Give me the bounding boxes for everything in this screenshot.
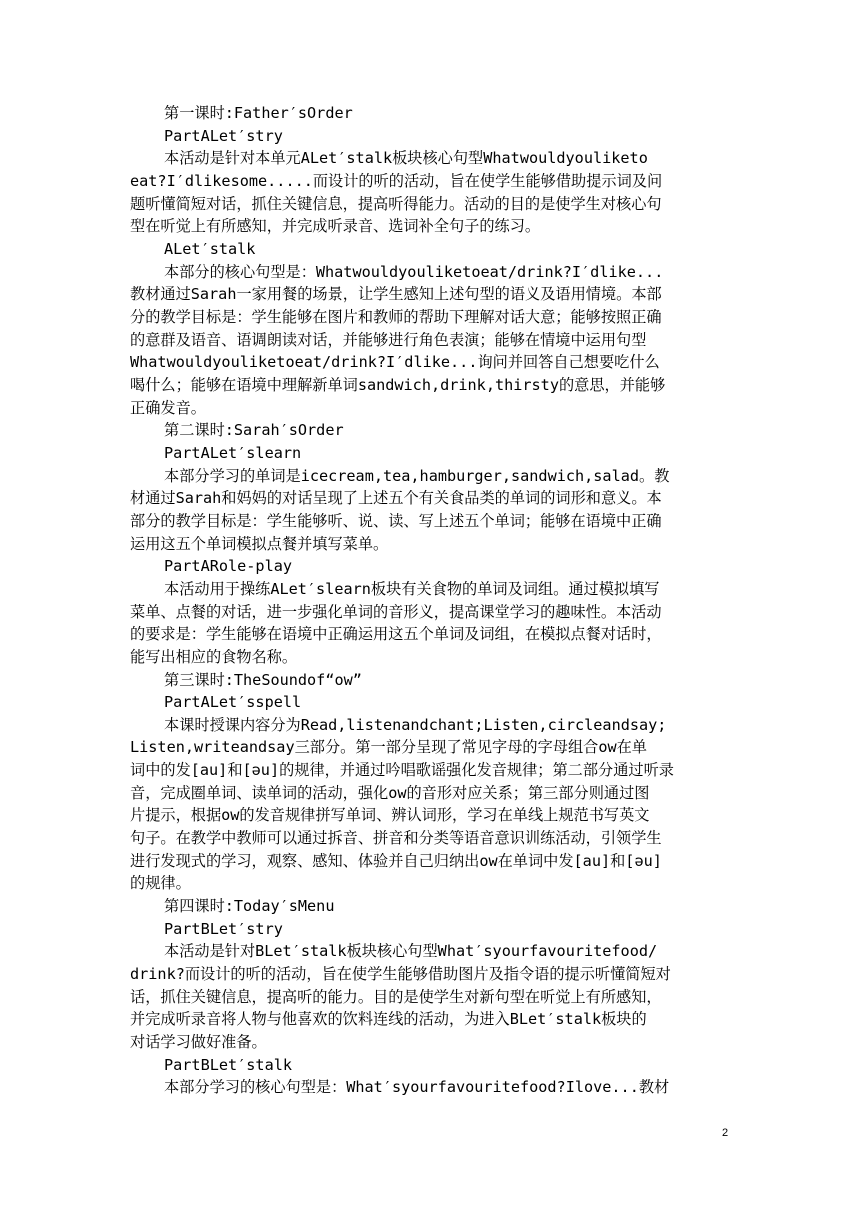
text-line: 句子。在教学中教师可以通过拆音、拼音和分类等语音意识训练活动，引领学生 [130, 829, 662, 848]
text-line: PartALet′sspell [164, 693, 302, 712]
text-line: 本活动是针对BLet′stalk板块核心句型What′syourfavouritefood/ [164, 942, 658, 961]
text-line: Listen,writeandsay三部分。第一部分呈现了常见字母的字母组合ow在单 [130, 738, 647, 757]
text-line: 本活动用于操练ALet′slearn板块有关食物的单词及词组。通过模拟填写 [164, 579, 660, 598]
text-line: 片提示，根据ow的发音规律拼写单词、辨认词形，学习在单线上规范书写英文 [130, 806, 650, 825]
text-line: 的意群及语音、语调朗读对话，并能够进行角色表演；能够在情境中运用句型 [130, 330, 647, 349]
text-line: Whatwouldyouliketoeat/drink?I′dlike...询问并回答自己想要吃什么 [130, 353, 660, 372]
page-number: 2 [722, 1127, 729, 1139]
text-line: 进行发现式的学习，观察、感知、体验并自己归纳出ow在单词中发[au]和[əu] [130, 851, 662, 870]
text-line: 能写出相应的食物名称。 [130, 647, 298, 666]
text-line: 第一课时:Father′sOrder [164, 104, 353, 122]
text-line: eat?I′dlikesome.....而设计的听的活动，旨在使学生能够借助提示词及问 [130, 171, 663, 190]
text-line: 词中的发[au]和[əu]的规律，并通过吟唱歌谣强化发音规律；第二部分通过听录 [130, 761, 674, 780]
text-line: 的规律。 [130, 874, 191, 893]
text-line: 菜单、点餐的对话，进一步强化单词的音形义，提高课堂学习的趣味性。本活动 [130, 602, 662, 621]
text-line: 正确发音。 [130, 398, 206, 417]
text-line: PartBLet′stalk [164, 1055, 293, 1074]
text-line: PartALet′slearn [164, 443, 302, 462]
text-line: 第三课时:TheSoundof“ow” [164, 670, 362, 689]
text-line: 喝什么；能够在语境中理解新单词sandwich,drink,thirsty的意思，并能够 [130, 375, 666, 394]
text-line: 第二课时:Sarah′sOrder [164, 421, 344, 440]
text-line: 材通过Sarah和妈妈的对话呈现了上述五个有关食品类的单词的词形和意义。本 [130, 489, 662, 508]
text-line: 本课时授课内容分为Read,listenandchant;Listen,circleandsay; [164, 715, 667, 734]
text-line: 分的教学目标是：学生能够在图片和教师的帮助下理解对话大意；能够按照正确 [130, 307, 662, 326]
text-line: drink?而设计的听的活动，旨在使学生能够借助图片及指令语的提示听懂简短对 [130, 965, 671, 984]
text-line: 题听懂简短对话，抓住关键信息，提高听得能力。活动的目的是使学生对核心句 [130, 194, 662, 213]
text-line: PartBLet′stry [164, 919, 283, 938]
text-line: ALet′stalk [164, 239, 256, 258]
text-line: 本部分学习的核心句型是：What′syourfavouritefood?Ilove...教材 [164, 1078, 670, 1097]
text-line: 本活动是针对本单元ALet′stalk板块核心句型Whatwouldyouliketo [164, 149, 648, 168]
text-line: 运用这五个单词模拟点餐并填写菜单。 [130, 534, 389, 553]
text-line: 并完成听录音将人物与他喜欢的饮料连线的活动，为进入BLet′stalk板块的 [130, 1010, 647, 1029]
text-line: 话，抓住关键信息，提高听的能力。目的是使学生对新句型在听觉上有所感知， [130, 987, 662, 1006]
text-line: PartARole-play [164, 557, 293, 576]
text-line: PartALet′stry [164, 126, 283, 145]
text-line: 音，完成圈单词、读单词的活动，强化ow的音形对应关系；第三部分则通过图 [130, 783, 650, 802]
text-line: 部分的教学目标是：学生能够听、说、读、写上述五个单词；能够在语境中正确 [130, 511, 662, 530]
text-line: 本部分的核心句型是：Whatwouldyouliketoeat/drink?I′dlike... [164, 262, 664, 281]
text-line: 型在听觉上有所感知，并完成听录音、选词补全句子的练习。 [130, 217, 541, 236]
text-line: 本部分学习的单词是icecream,tea,hamburger,sandwich,salad。教 [164, 466, 670, 485]
text-line: 对话学习做好准备。 [130, 1033, 267, 1052]
text-line: 第四课时:Today′sMenu [164, 897, 335, 916]
text-line: 的要求是：学生能够在语境中正确运用这五个单词及词组，在模拟点餐对话时， [130, 625, 662, 644]
text-line: 教材通过Sarah一家用餐的场景，让学生感知上述句型的语义及语用情境。本部 [130, 285, 662, 304]
